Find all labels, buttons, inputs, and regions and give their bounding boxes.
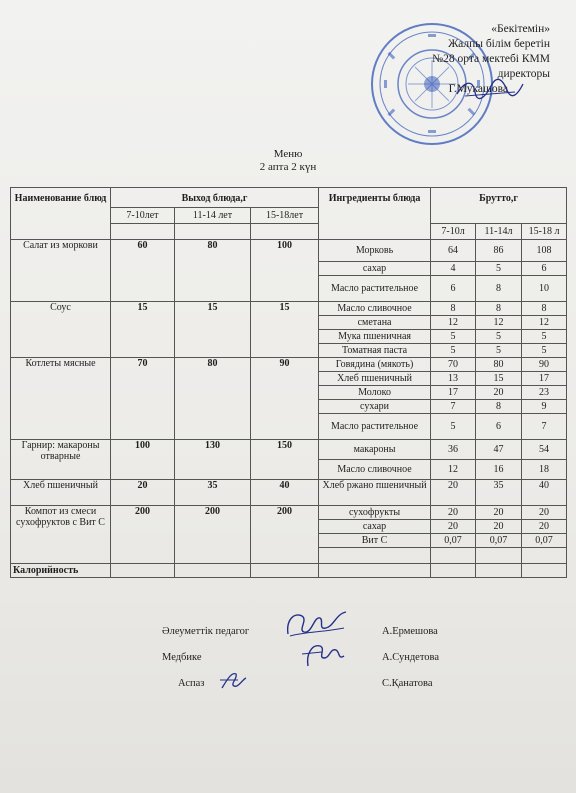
brutto-value: 54 xyxy=(522,440,567,460)
brutto-value: 36 xyxy=(431,440,476,460)
ingredient-name: Вит С xyxy=(319,534,431,548)
dish-name: Салат из моркови xyxy=(11,240,111,302)
approval-line-4: директоры xyxy=(497,68,550,80)
brutto-value: 12 xyxy=(476,316,522,330)
brutto-value: 20 xyxy=(476,520,522,534)
yield-value: 150 xyxy=(251,440,319,480)
ingredient-name: Говядина (мякоть) xyxy=(319,358,431,372)
table-row xyxy=(11,302,567,316)
brutto-value: 9 xyxy=(522,400,567,414)
header-ingredients: Ингредиенты блюда xyxy=(319,188,431,240)
brutto-value: 5 xyxy=(476,344,522,358)
brutto-value: 5 xyxy=(431,330,476,344)
brutto-value: 5 xyxy=(522,344,567,358)
brutto-value: 64 xyxy=(431,240,476,262)
brutto-value: 40 xyxy=(522,480,567,506)
brutto-value: 12 xyxy=(431,316,476,330)
yield-value: 60 xyxy=(111,240,175,302)
cook-signature xyxy=(218,668,248,692)
brutto-value: 5 xyxy=(476,330,522,344)
brutto-value: 86 xyxy=(476,240,522,262)
ingredient-name: Мука пшеничная xyxy=(319,330,431,344)
header-brutto: Брутто,г xyxy=(431,188,567,224)
table-row xyxy=(11,358,567,372)
calories-label: Калорийность xyxy=(11,564,111,578)
brutto-value: 8 xyxy=(476,400,522,414)
yield-value: 200 xyxy=(175,506,251,564)
header-yield: Выход блюда,г xyxy=(111,188,319,208)
ingredient-name: Хлеб пшеничный xyxy=(319,372,431,386)
brutto-value: 7 xyxy=(522,414,567,440)
yield-value: 80 xyxy=(175,240,251,302)
header-dish: Наименование блюд xyxy=(11,188,111,240)
menu-title xyxy=(0,148,576,174)
ingredient-name: макароны xyxy=(319,440,431,460)
signature-name: А.Ермешова xyxy=(382,626,438,637)
yield-value: 100 xyxy=(251,240,319,302)
yield-value: 90 xyxy=(251,358,319,440)
brutto-value: 0,07 xyxy=(431,534,476,548)
dish-name: Гарнир: макароны отварные xyxy=(11,440,111,480)
dish-name: Котлеты мясные xyxy=(11,358,111,440)
table-row xyxy=(11,506,567,520)
brutto-value: 16 xyxy=(476,460,522,480)
brutto-value: 5 xyxy=(431,344,476,358)
approval-line-3: №28 орта мектебі КММ xyxy=(432,53,550,65)
menu-title-line-2: 2 апта 2 күн xyxy=(259,161,317,173)
brutto-value: 80 xyxy=(476,358,522,372)
brutto-value: 23 xyxy=(522,386,567,400)
dish-name: Соус xyxy=(11,302,111,358)
table-row xyxy=(11,240,567,262)
approval-line-5: Г.Мукашова xyxy=(448,83,508,95)
brutto-value: 20 xyxy=(522,506,567,520)
brutto-value: 20 xyxy=(431,480,476,506)
brutto-value: 8 xyxy=(522,302,567,316)
brutto-value: 20 xyxy=(522,520,567,534)
brutto-value: 10 xyxy=(522,276,567,302)
brutto-value: 15 xyxy=(476,372,522,386)
brutto-value: 20 xyxy=(476,506,522,520)
dish-name: Хлеб пшеничный xyxy=(11,480,111,506)
brutto-value: 8 xyxy=(431,302,476,316)
brutto-value: 20 xyxy=(476,386,522,400)
director-signature xyxy=(455,76,525,102)
brutto-value: 70 xyxy=(431,358,476,372)
brutto-value: 12 xyxy=(522,316,567,330)
ingredient-name: Масло растительное xyxy=(319,414,431,440)
ingredient-name: Морковь xyxy=(319,240,431,262)
header-yield-11-14: 11-14 лет xyxy=(175,208,251,224)
yield-value: 200 xyxy=(111,506,175,564)
signature-name: А.Сундетова xyxy=(382,652,440,663)
ingredient-name: сухофрукты xyxy=(319,506,431,520)
yield-value: 15 xyxy=(251,302,319,358)
brutto-value: 8 xyxy=(476,302,522,316)
brutto-value: 0,07 xyxy=(476,534,522,548)
nurse-signature xyxy=(300,640,346,670)
brutto-value: 20 xyxy=(431,506,476,520)
header-yield-15-18: 15-18лет xyxy=(251,208,319,224)
signature-role: Әлеуметтік педагог xyxy=(162,626,250,637)
header-brutto-11-14: 11-14л xyxy=(476,224,522,240)
ingredient-name: Хлеб ржано пшеничный xyxy=(319,480,431,506)
brutto-value: 17 xyxy=(431,386,476,400)
brutto-value: 5 xyxy=(476,262,522,276)
yield-value: 15 xyxy=(175,302,251,358)
social-pedagogue-signature xyxy=(284,608,350,640)
menu-title-line-1: Меню xyxy=(273,148,303,160)
brutto-value: 7 xyxy=(431,400,476,414)
brutto-value: 108 xyxy=(522,240,567,262)
brutto-value: 35 xyxy=(476,480,522,506)
ingredient-name: Масло сливочное xyxy=(319,302,431,316)
brutto-value: 12 xyxy=(431,460,476,480)
yield-value: 100 xyxy=(111,440,175,480)
ingredient-name: Молоко xyxy=(319,386,431,400)
brutto-value: 5 xyxy=(522,330,567,344)
brutto-value: 6 xyxy=(476,414,522,440)
table-row xyxy=(11,480,567,506)
brutto-value: 20 xyxy=(431,520,476,534)
menu-table xyxy=(10,187,567,578)
ingredient-name: Томатная паста xyxy=(319,344,431,358)
dish-name: Компот из смеси сухофруктов с Вит С xyxy=(11,506,111,564)
yield-value: 35 xyxy=(175,480,251,506)
brutto-value: 18 xyxy=(522,460,567,480)
approval-line-2: Жалпы білім беретін xyxy=(448,38,550,50)
yield-value: 200 xyxy=(251,506,319,564)
yield-value: 130 xyxy=(175,440,251,480)
header-yield-7-10: 7-10лет xyxy=(111,208,175,224)
table-row xyxy=(11,440,567,460)
yield-value: 20 xyxy=(111,480,175,506)
brutto-value: 13 xyxy=(431,372,476,386)
yield-value: 80 xyxy=(175,358,251,440)
brutto-value: 6 xyxy=(522,262,567,276)
ingredient-name: сахар xyxy=(319,262,431,276)
yield-value: 70 xyxy=(111,358,175,440)
yield-value: 40 xyxy=(251,480,319,506)
brutto-value: 47 xyxy=(476,440,522,460)
ingredient-name: Масло сливочное xyxy=(319,460,431,480)
yield-value: 15 xyxy=(111,302,175,358)
ingredient-name: сметана xyxy=(319,316,431,330)
header-brutto-15-18: 15-18 л xyxy=(522,224,567,240)
header-brutto-7-10: 7-10л xyxy=(431,224,476,240)
brutto-value: 17 xyxy=(522,372,567,386)
brutto-value: 5 xyxy=(431,414,476,440)
signature-name: С.Қанатова xyxy=(382,678,433,689)
brutto-value: 6 xyxy=(431,276,476,302)
brutto-value: 90 xyxy=(522,358,567,372)
brutto-value: 0,07 xyxy=(522,534,567,548)
approval-line-1: «Бекітемін» xyxy=(491,23,550,35)
brutto-value: 4 xyxy=(431,262,476,276)
table-row xyxy=(11,564,567,578)
signature-role: Аспаз xyxy=(178,678,205,689)
brutto-value: 8 xyxy=(476,276,522,302)
signature-role: Медбике xyxy=(162,652,202,663)
ingredient-name: Масло растительное xyxy=(319,276,431,302)
ingredient-name: сухари xyxy=(319,400,431,414)
ingredient-name: сахар xyxy=(319,520,431,534)
